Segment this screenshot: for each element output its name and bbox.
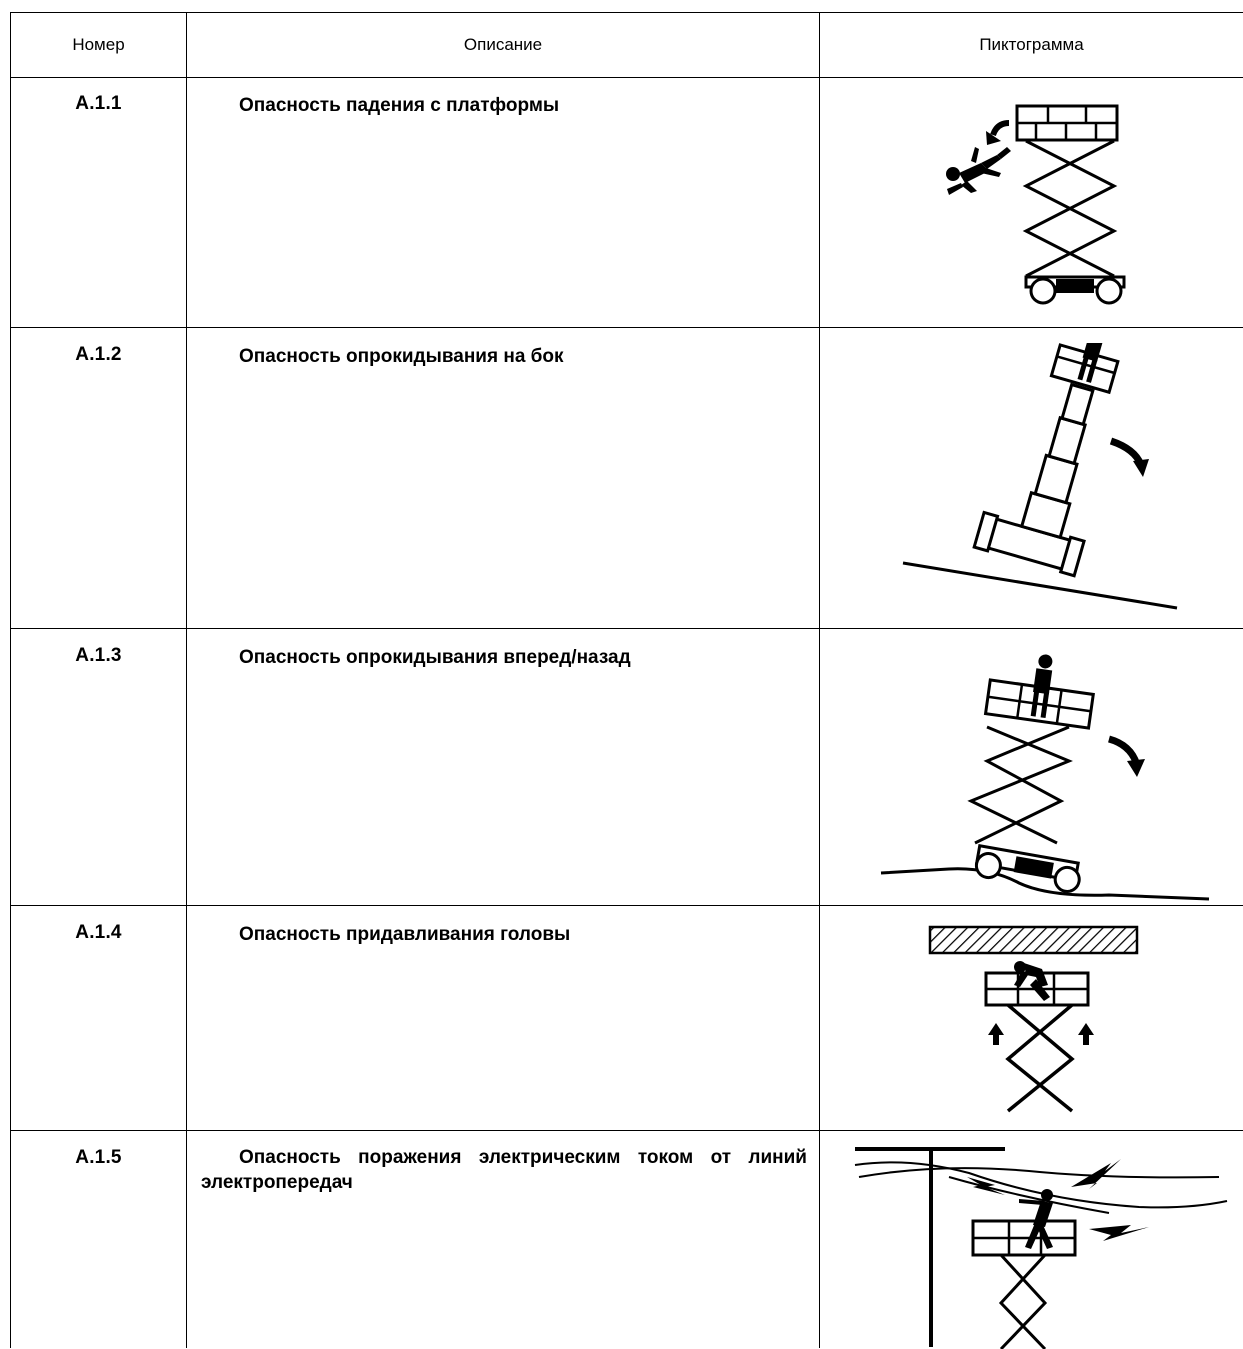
row-description: Опасность опрокидывания на бок: [239, 346, 564, 367]
row-number: A.1.3: [75, 645, 122, 666]
row-description: Опасность поражения электрическим током от линий электропередач: [201, 1147, 807, 1193]
row-divider: [11, 327, 1243, 328]
header-pictogram: Пиктограмма: [979, 35, 1084, 54]
row-divider: [11, 628, 1243, 629]
row-number: A.1.1: [75, 93, 122, 114]
row-divider: [11, 905, 1243, 906]
row-number: A.1.5: [75, 1147, 122, 1168]
column-divider: [819, 13, 820, 1348]
electrocution-power-lines-icon: [849, 1143, 1229, 1349]
row-number: A.1.2: [75, 344, 122, 365]
header-description: Описание: [463, 35, 543, 54]
fall-from-platform-icon: [931, 101, 1131, 311]
column-divider: [186, 13, 187, 1348]
header-number: Номер: [72, 35, 125, 54]
row-description: Опасность опрокидывания вперед/назад: [239, 647, 631, 668]
row-divider: [11, 77, 1243, 78]
row-description: Опасность падения с платформы: [239, 95, 560, 116]
row-divider: [11, 1130, 1243, 1131]
head-crush-icon: [926, 923, 1141, 1113]
hazard-table: [10, 12, 1243, 1348]
row-number: A.1.4: [75, 922, 122, 943]
row-description: Опасность придавливания головы: [239, 924, 571, 945]
sideways-tipover-icon: [897, 343, 1197, 618]
forward-backward-tipover-icon: [879, 641, 1219, 903]
